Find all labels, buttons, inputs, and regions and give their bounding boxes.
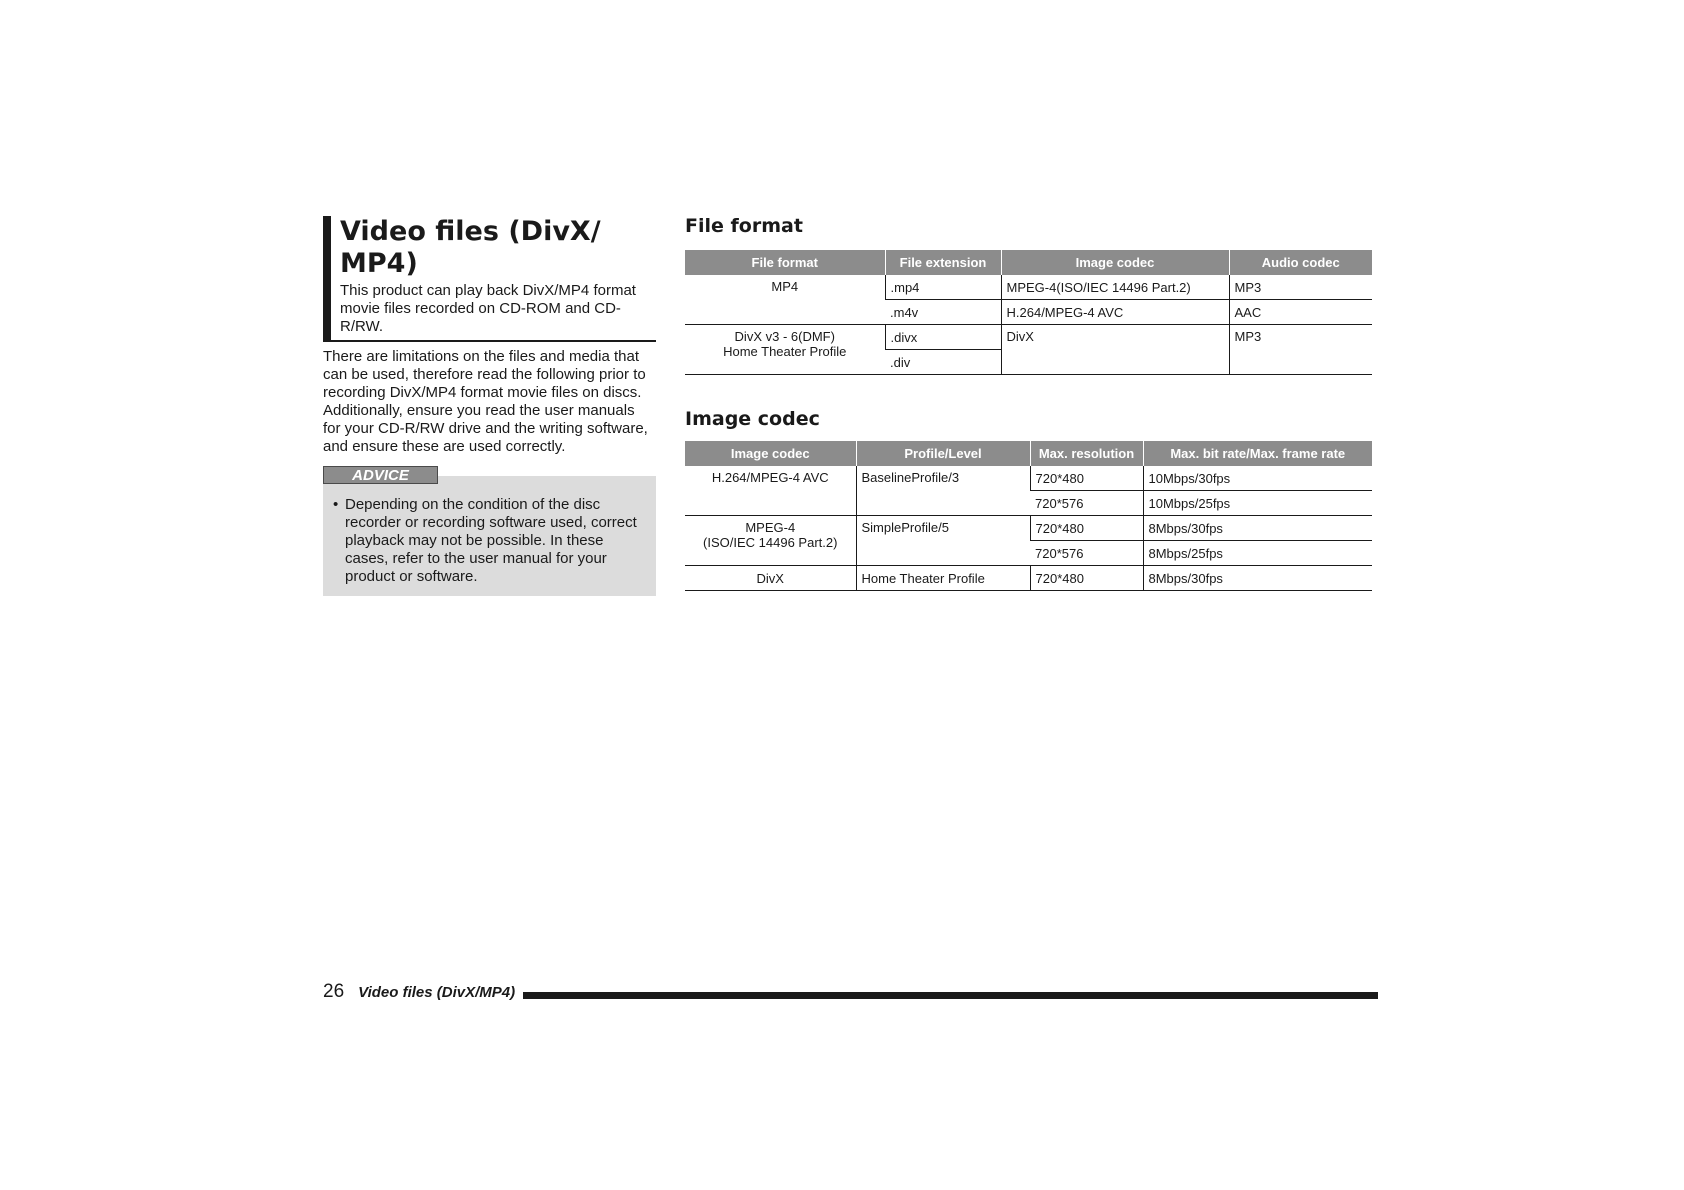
table-cell: 10Mbps/25fps: [1143, 491, 1372, 516]
cell-line: DivX v3 - 6(DMF): [734, 329, 835, 344]
table-cell: SimpleProfile/5: [856, 516, 1030, 566]
table-row: [685, 466, 1372, 491]
column-header: Image codec: [685, 441, 856, 466]
table-cell: MP3: [1229, 275, 1372, 300]
intro-text: This product can play back DivX/MP4 format movie files recorded on CD-ROM and CD-R/RW.: [340, 282, 636, 335]
table-cell: 720*576: [1030, 541, 1143, 566]
column-header: Max. bit rate/Max. frame rate: [1143, 441, 1372, 466]
table-cell: .divx: [885, 325, 1001, 350]
column-header: File extension: [885, 250, 1001, 275]
footer-rule: [523, 992, 1378, 999]
table-cell: MPEG-4(ISO/IEC 14496 Part.2): [1001, 275, 1229, 300]
bullet: •: [333, 496, 339, 513]
advice-text: Depending on the condition of the disc recorder or recording software used, correct playback may not be possible. In these cases, refer to the user manual for your product or software.: [345, 496, 637, 585]
cell-line: (ISO/IEC 14496 Part.2): [703, 535, 838, 550]
table-cell: 10Mbps/30fps: [1143, 466, 1372, 491]
table-cell: H.264/MPEG-4 AVC: [685, 466, 856, 516]
table-cell: DivX: [685, 566, 856, 591]
page-footer: [323, 980, 1378, 1004]
table-row: [685, 516, 1372, 541]
table-cell: H.264/MPEG-4 AVC: [1001, 300, 1229, 325]
limitations-paragraph: There are limitations on the files and media that can be used, therefore read the following prior to recording DivX/MP4 format movie files on discs.: [323, 348, 646, 401]
footer-section-title: Video files (DivX/MP4): [358, 983, 516, 1001]
table-cell: 720*480: [1030, 466, 1143, 491]
column-header: Profile/Level: [856, 441, 1030, 466]
column-header: Audio codec: [1229, 250, 1372, 275]
table-cell: 720*480: [1030, 566, 1143, 591]
file-format-table: [685, 250, 1372, 375]
table-cell: 720*576: [1030, 491, 1143, 516]
title-block: [323, 216, 656, 342]
manuals-paragraph: Additionally, ensure you read the user manuals for your CD-R/RW drive and the writing software, and ensure these are used correctly.: [323, 402, 648, 455]
image-codec-heading: Image codec: [685, 408, 820, 430]
advice-box: [323, 466, 656, 596]
table-cell: Home Theater Profile: [856, 566, 1030, 591]
table-cell: DivX: [1001, 325, 1229, 375]
table-cell: MP4: [685, 275, 885, 325]
table-cell: .mp4: [885, 275, 1001, 300]
table-row: [685, 566, 1372, 591]
column-header: Image codec: [1001, 250, 1229, 275]
column-header: Max. resolution: [1030, 441, 1143, 466]
advice-item: [333, 496, 644, 586]
table-cell: BaselineProfile/3: [856, 466, 1030, 516]
table-cell: 720*480: [1030, 516, 1143, 541]
table-cell: MP3: [1229, 325, 1372, 375]
file-format-heading: File format: [685, 215, 803, 237]
page-number: 26: [323, 981, 345, 1002]
table-cell: .m4v: [885, 300, 1001, 325]
table-row: [685, 275, 1372, 300]
table-cell: [685, 516, 856, 566]
left-column: [323, 216, 656, 596]
table-header-row: [685, 441, 1372, 466]
table-cell: .div: [885, 350, 1001, 375]
page-title: Video files (DivX/ MP4): [340, 216, 601, 279]
table-cell: 8Mbps/30fps: [1143, 516, 1372, 541]
cell-line: Home Theater Profile: [723, 344, 847, 359]
table-cell: AAC: [1229, 300, 1372, 325]
right-column: [685, 214, 1372, 591]
table-cell: 8Mbps/25fps: [1143, 541, 1372, 566]
cell-line: MPEG-4: [745, 520, 796, 535]
image-codec-table: [685, 441, 1372, 591]
column-header: File format: [685, 250, 885, 275]
table-header-row: [685, 250, 1372, 275]
advice-label: ADVICE: [323, 466, 438, 484]
table-row: [685, 325, 1372, 350]
table-cell: 8Mbps/30fps: [1143, 566, 1372, 591]
table-cell: [685, 325, 885, 375]
